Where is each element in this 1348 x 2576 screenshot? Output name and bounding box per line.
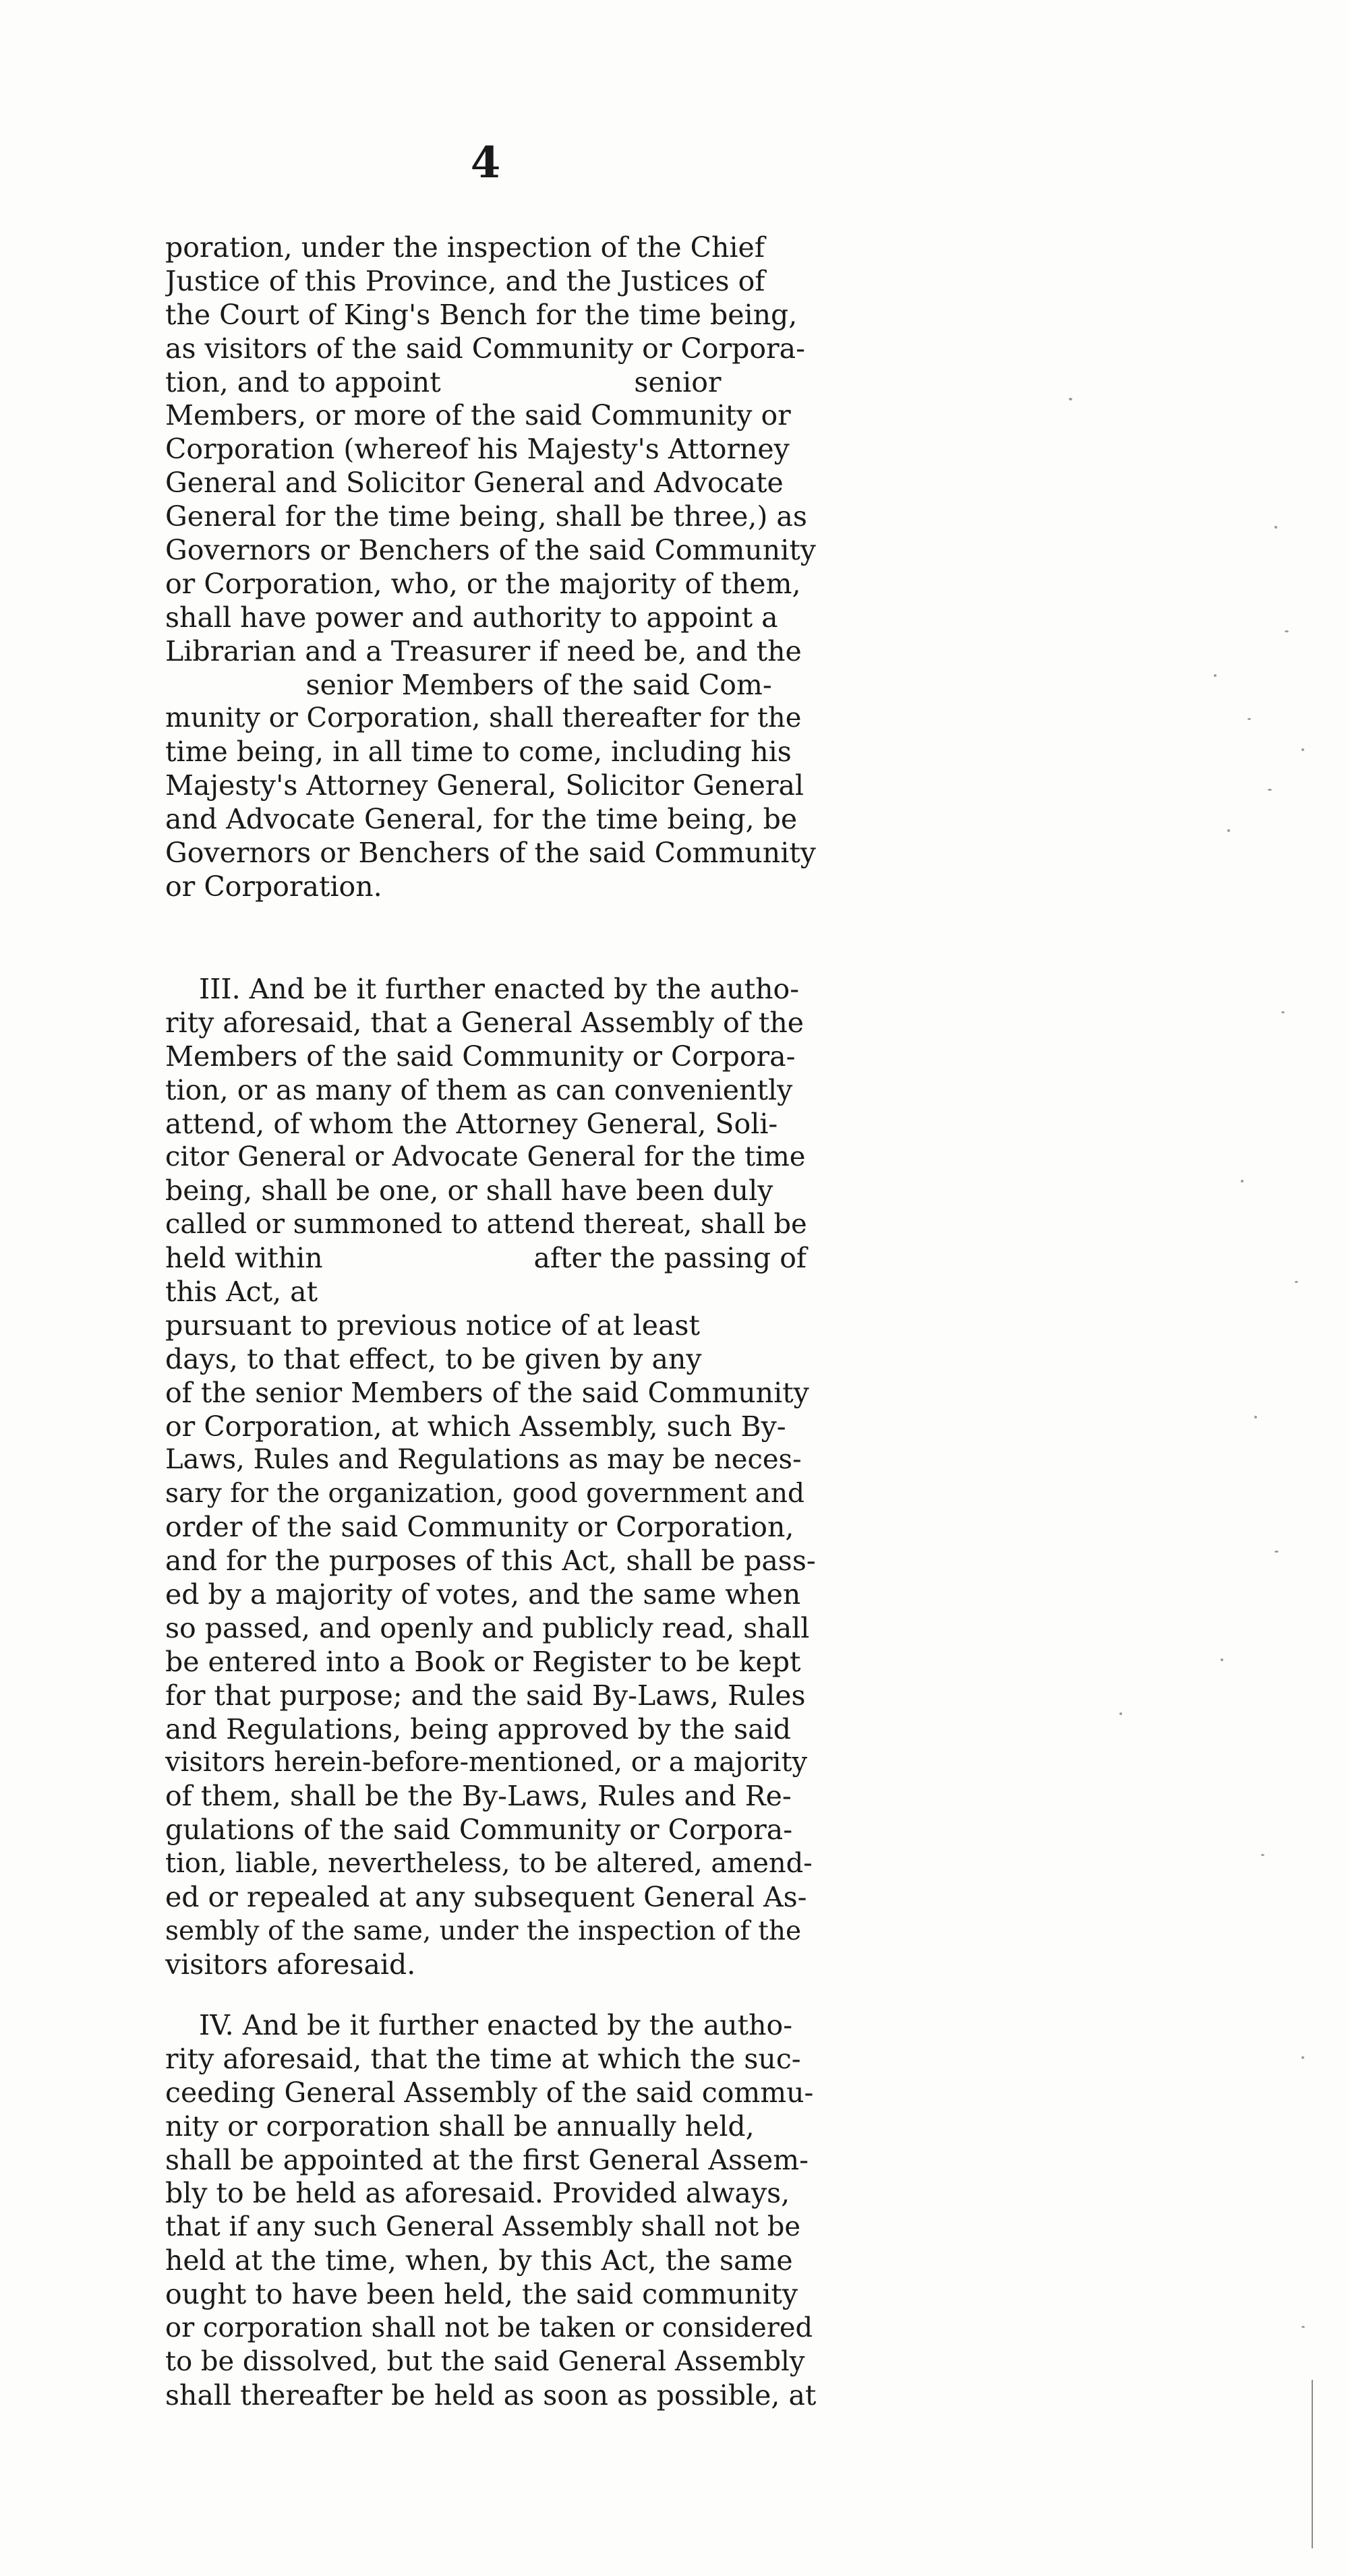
paragraph-continuation [165,231,816,904]
text-line: citor General or Advocate General for the time [165,1141,806,1173]
text-line: that if any such General Assembly shall not be [165,2211,801,2243]
text-line: Governors or Benchers of the said Community [165,837,816,870]
section-iii-paragraph [165,973,816,1982]
text-line: visitors aforesaid. [165,1948,416,1981]
text-line: of them, shall be the By-Laws, Rules and Re- [165,1780,792,1813]
text-line: rity aforesaid, that the time at which the suc- [165,2042,801,2075]
text-line: Laws, Rules and Regulations as may be neces- [165,1444,802,1476]
text-line: munity or Corporation, shall thereafter for the [165,702,802,734]
text-line: and for the purposes of this Act, shall be pass- [165,1545,816,1578]
section-iv-paragraph [165,2009,816,2413]
text-line: poration, under the inspection of the Chief [165,231,765,264]
text-line: being, shall be one, or shall have been duly [165,1174,773,1207]
text-line: tion, liable, nevertheless, to be altered, amend- [165,1848,813,1880]
text-line: shall have power and authority to appoint a [165,601,778,634]
text-line: IV. And be it further enacted by the autho- [199,2009,793,2041]
text-line: held at the time, when, by this Act, the same [165,2244,793,2277]
text-line: shall thereafter be held as soon as possible, at [165,2378,816,2412]
text-line: time being, in all time to come, including his [165,736,792,769]
text-line: ed by a majority of votes, and the same when [165,1578,801,1611]
text-line: or Corporation. [165,870,382,903]
text-line: Members of the said Community or Corpora- [165,1040,796,1073]
text-line: the Court of King's Bench for the time being, [165,298,798,331]
page-number: 4 [470,138,501,188]
text-line: held within after the passing of [165,1242,807,1275]
text-line: sary for the organization, good government and [165,1478,805,1509]
text-line: or Corporation, at which Assembly, such By- [165,1410,786,1443]
text-line: to be dissolved, but the said General Assembly [165,2345,805,2377]
text-line: senior Members of the said Com- [165,668,772,701]
text-line: bly to be held as aforesaid. Provided always, [165,2177,790,2210]
text-line: Members, or more of the said Community or [165,399,791,432]
text-line: visitors herein-before-mentioned, or a majority [165,1747,808,1778]
text-line: gulations of the said Community or Corpora- [165,1814,793,1847]
text-line: tion, or as many of them as can conveniently [165,1073,793,1106]
text-line: of the senior Members of the said Community [165,1376,809,1409]
text-line: tion, and to appoint senior [165,365,722,398]
text-line: ed or repealed at any subsequent General As- [165,1881,807,1914]
text-line: for that purpose; and the said By-Laws, Rules [165,1679,806,1712]
text-line: III. And be it further enacted by the autho- [199,973,800,1005]
text-line: Librarian and a Treasurer if need be, and the [165,634,802,667]
text-line: so passed, and openly and publicly read, shall [165,1611,810,1644]
text-line: called or summoned to attend thereat, shall be [165,1209,807,1240]
text-line: rity aforesaid, that a General Assembly of the [165,1006,804,1039]
text-line: ceeding General Assembly of the said commu- [165,2076,814,2109]
text-line: days, to that effect, to be given by any [165,1342,702,1375]
text-line: and Regulations, being approved by the said [165,1712,791,1745]
text-line: Majesty's Attorney General, Solicitor General [165,769,804,802]
text-line: as visitors of the said Community or Corpora- [165,332,805,365]
text-line: Justice of this Province, and the Justices of [165,264,765,297]
text-line: or Corporation, who, or the majority of them, [165,567,801,600]
text-line: nity or corporation shall be annually held, [165,2109,755,2143]
text-line: attend, of whom the Attorney General, Soli- [165,1107,778,1140]
text-line: this Act, at [165,1276,318,1309]
text-line: ought to have been held, the said community [165,2278,798,2311]
text-line: pursuant to previous notice of at least [165,1309,700,1342]
text-line: or corporation shall not be taken or considered [165,2312,813,2344]
text-line: Governors or Benchers of the said Community [165,534,816,567]
text-line: be entered into a Book or Register to be kept [165,1645,801,1678]
text-line: Corporation (whereof his Majesty's Attorney [165,433,790,466]
text-line: General and Solicitor General and Advocate [165,467,784,500]
text-line: order of the said Community or Corporation, [165,1511,794,1544]
text-line: General for the time being, shall be three,) as [165,500,807,533]
text-line: shall be appointed at the first General Assem- [165,2143,809,2176]
text-line: and Advocate General, for the time being, be [165,803,798,836]
text-line: sembly of the same, under the inspection of the [165,1915,802,1946]
